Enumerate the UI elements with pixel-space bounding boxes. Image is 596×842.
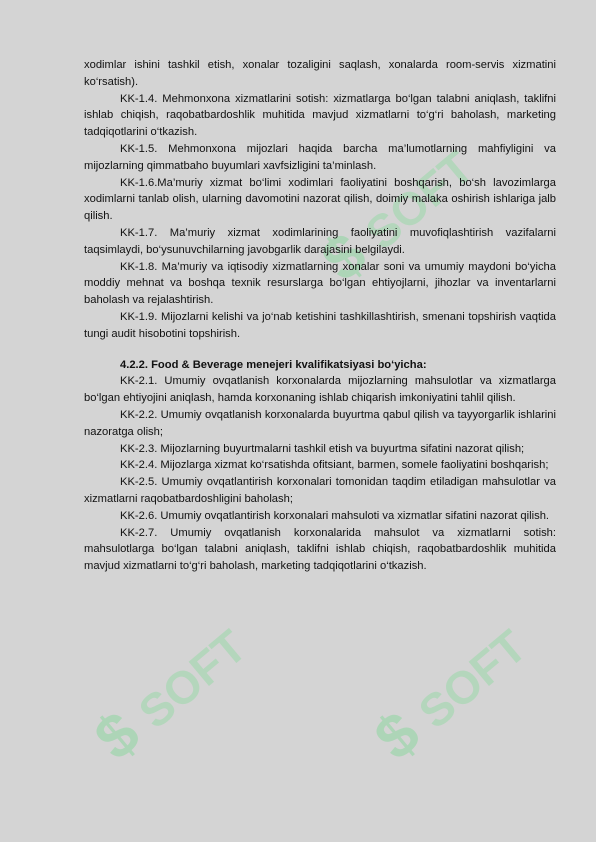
paragraph-kk-2-2: KK-2.2. Umumiy ovqatlanish korxonalarda buyurtma qabul qilish va tayyorgarlik ishlarini nazoratga olish; [84,408,556,438]
paragraph-kk-2-1: KK-2.1. Umumiy ovqatlanish korxonalarda mijozlarning mahsulotlar va xizmatlarga bo‘lgan ehtiyojini aniqlash, hamda korxonaning ishlab chiqarish imkoniyatini tahlil qilish. [84,375,556,405]
svg-text:SOFT: SOFT [128,619,257,739]
paragraph-kk-1-6: KK-1.6.Ma’muriy xizmat bo‘limi xodimlari faoliyatini boshqarish, bo‘sh lavozimlarga xodimlarni tanlab olish, ularning davomotini nazorat qilish, doimiy malaka oshirish ishlariga jalb qilish. [84,176,556,223]
paragraph-kk-2-5: KK-2.5. Umumiy ovqatlantirish korxonalari tomonidan taqdim etiladigan mahsulotlar va xizmatlarni raqobatbardoshligini baholash; [84,476,556,505]
paragraph-kk-2-3: KK-2.3. Mijozlarning buyurtmalarni tashkil etish va buyurtma sifatini nazorat qilish; [120,442,525,455]
svg-text:SOFT: SOFT [408,619,537,739]
watermark-logo-middle-left [70,580,300,780]
section-heading: 4.2.2. Food & Beverage menejeri kvalifikatsiyasi bo‘yicha: [120,358,427,371]
paragraph-kk-1-5: KK-1.5. Mehmonxona mijozlari haqida barcha ma’lumotlarning mahfiyligini va mijozlarning qimmatbaho buyumlari xavfsizligini ta’minlash. [84,142,556,172]
svg-text:SOFT: SOFT [355,140,483,260]
paragraph-kk-2-7: KK-2.7. Umumiy ovqatlanish korxonalarida mahsulot va xizmatlarni sotish: mahsulotlarga bo‘lgan talabni aniqlash, taklifni ishlab chiqish, raqobatbardoshlik muhitida mavjud xizmatlarni to‘g‘ri baholash, marketing tadqiqotlarini o‘tkazish. [84,526,556,573]
paragraph-kk-1-4: KK-1.4. Mehmonxona xizmatlarini sotish: xizmatlarga bo‘lgan talabni aniqlash, taklifni ishlab chiqish, raqobatbardoshlik muhitida mavjud xizmatlarni to‘g‘ri baholash, marketing tadqiqotlarini o‘tkazish. [84,92,556,139]
paragraph-kk-2-4: KK-2.4. Mijozlarga xizmat ko‘rsatishda ofitsiant, barmen, somele faoliyatini boshqarish; [120,459,549,472]
watermark-logo-middle-right [350,580,580,780]
svg-text:$: $ [308,219,380,295]
paragraph-kk-1-7: KK-1.7. Ma’muriy xizmat xodimlarining faoliyatini muvofiqlashtirish vazifalarni taqsimlaydi, bo‘ysunuvchilarning javobgarlik darajasini belgilaydi. [84,226,556,256]
svg-text:$: $ [362,698,433,774]
paragraph-kk-1-8: KK-1.8. Ma’muriy va iqtisodiy xizmatlarning xonalar soni va umumiy maydoni bo‘yicha moddiy mehnat va boshqa texnik resurslarga bo‘lgan ehtiyojlarni, jihozlar va inventarlarni baholash va rejalashtirish. [84,260,556,307]
document-body [84,57,556,575]
paragraph-kk-2-6: KK-2.6. Umumiy ovqatlantirish korxonalari mahsuloti va xizmatlar sifatini nazorat qilish. [120,509,550,522]
paragraph-continuation: xodimlar ishini tashkil etish, xonalar tozaligini saqlash, xonalarda room-servis xizmatini ko‘rsatish). [84,59,556,88]
paragraph-kk-1-9: KK-1.9. Mijozlarni kelishi va jo‘nab ketishini tashkillashtirish, smenani topshirish vaqtida tungi audit hisobotini topshirish. [84,310,556,340]
svg-text:$: $ [82,698,153,774]
